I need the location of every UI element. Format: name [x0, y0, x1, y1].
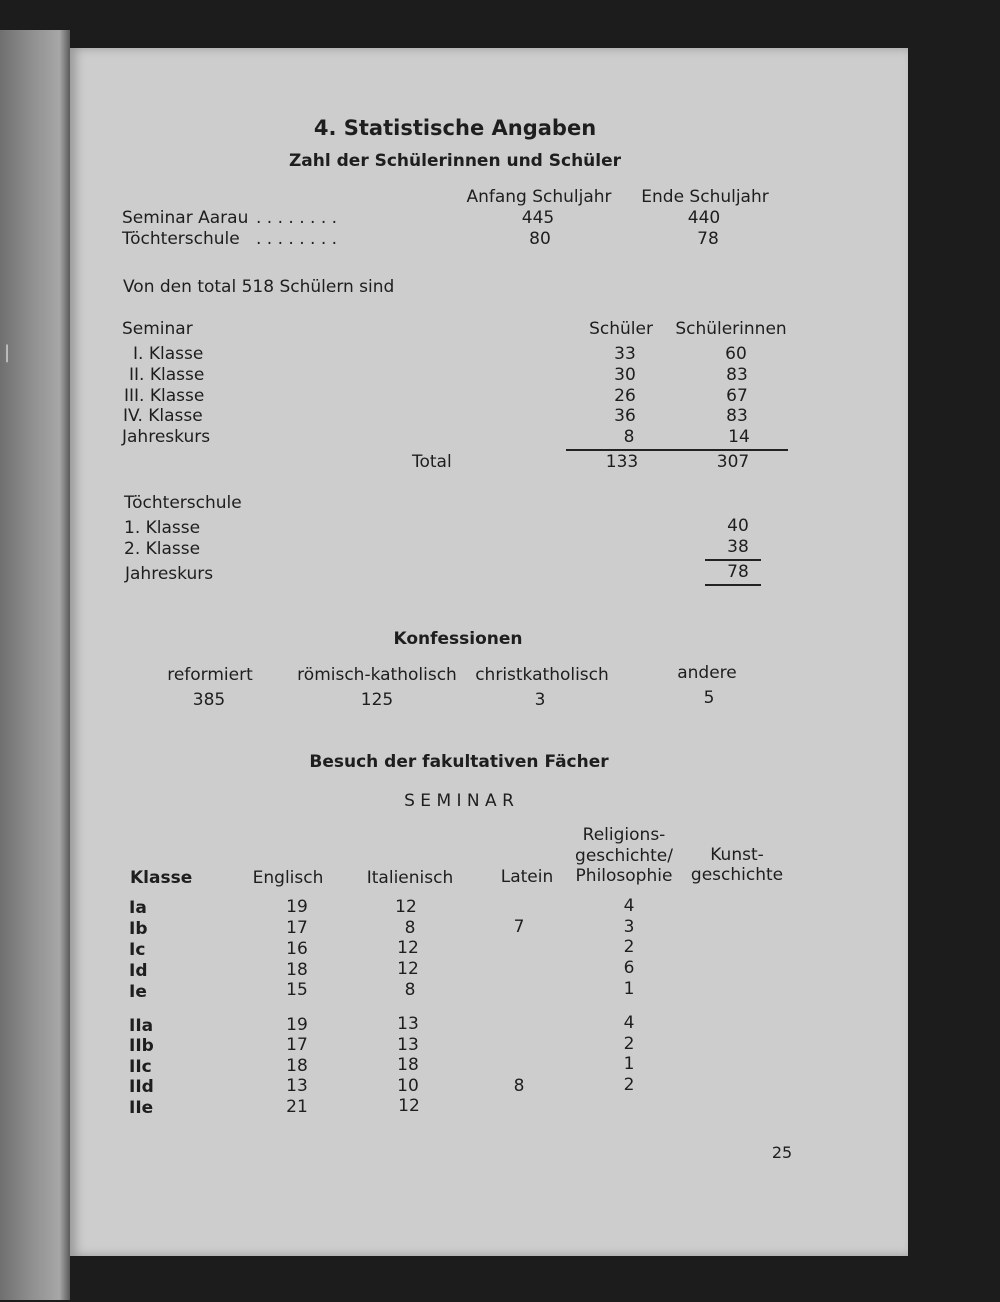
toechterschule-label: Töchterschule: [124, 493, 242, 513]
elective-religion: 3: [623, 917, 635, 937]
total-boys: 133: [605, 452, 639, 472]
seminar-boys-value: 33: [614, 344, 636, 364]
confession-label: christkatholisch: [475, 665, 609, 685]
col-header-boys: Schüler: [589, 319, 653, 339]
seminar-boys-value: 36: [614, 406, 636, 426]
elective-row-klasse: Ic: [129, 940, 146, 960]
elective-italienisch: 10: [397, 1076, 419, 1096]
col-header-englisch: Englisch: [252, 868, 324, 888]
toechter-total: 78: [727, 562, 749, 582]
confession-value: 3: [534, 690, 546, 710]
elective-italienisch: 12: [395, 897, 417, 917]
toechter-class-label: Jahreskurs: [125, 564, 214, 584]
elective-row-klasse: IIc: [129, 1057, 152, 1077]
toechter-class-label: 1. Klasse: [124, 518, 201, 538]
elective-latein: 7: [513, 917, 525, 937]
toechter-class-label: 2. Klasse: [124, 539, 201, 559]
col-header-girls: Schülerinnen: [675, 319, 787, 339]
col-header-religion: Philosophie: [575, 866, 673, 886]
seminar-class-label: III. Klasse: [124, 386, 205, 406]
gutter-mark: |: [4, 342, 11, 363]
col-header-kunst: Kunst-: [710, 845, 764, 865]
seminar-girls-value: 14: [728, 427, 750, 447]
elective-italienisch: 12: [397, 959, 419, 979]
elective-italienisch: 13: [397, 1014, 419, 1034]
elective-religion: 2: [623, 937, 635, 957]
elective-englisch: 16: [286, 939, 308, 959]
enrollment-end-value: 440: [687, 208, 721, 228]
elective-englisch: 19: [286, 897, 308, 917]
elective-row-klasse: Ie: [129, 982, 147, 1002]
elective-row-klasse: IIe: [129, 1098, 154, 1118]
toechter-girls-value: 40: [727, 516, 749, 536]
elective-religion: 6: [623, 958, 635, 978]
seminar-girls-value: 83: [726, 365, 748, 385]
col-header-latein: Latein: [500, 867, 554, 887]
confession-label: andere: [677, 663, 737, 683]
elective-italienisch: 12: [398, 1096, 420, 1116]
elective-englisch: 18: [286, 1056, 308, 1076]
elective-englisch: 17: [286, 1035, 308, 1055]
confession-label: reformiert: [167, 665, 253, 685]
enrollment-row-label: Seminar Aarau: [122, 208, 249, 228]
electives-heading: Besuch der fakultativen Fächer: [309, 752, 609, 772]
elective-religion: 4: [623, 1013, 635, 1033]
elective-englisch: 18: [286, 960, 308, 980]
col-header-kunst: geschichte: [690, 865, 784, 885]
elective-religion: 4: [623, 896, 635, 916]
seminar-class-label: IV. Klasse: [123, 406, 203, 426]
elective-italienisch: 18: [397, 1055, 419, 1075]
toechter-total-rule-bottom: [705, 584, 761, 586]
confessions-heading: Konfessionen: [393, 629, 523, 649]
toechter-total-rule-top: [705, 559, 761, 561]
leader-dots: . . . . . . . .: [256, 229, 338, 249]
enrollment-start-value: 80: [529, 229, 551, 249]
elective-religion: 2: [623, 1034, 635, 1054]
elective-row-klasse: IIa: [129, 1016, 154, 1036]
elective-englisch: 19: [286, 1015, 308, 1035]
elective-englisch: 21: [286, 1097, 308, 1117]
total-girls: 307: [716, 452, 750, 472]
elective-latein: 8: [513, 1076, 525, 1096]
confession-label: römisch-katholisch: [297, 665, 457, 685]
breakdown-intro: Von den total 518 Schülern sind: [123, 277, 395, 297]
enrollment-end-value: 78: [697, 229, 719, 249]
col-header-end: Ende Schuljahr: [641, 187, 769, 207]
enrollment-heading: Zahl der Schülerinnen und Schüler: [288, 151, 622, 171]
elective-italienisch: 12: [397, 938, 419, 958]
elective-religion: 1: [623, 1054, 635, 1074]
col-header-religion: Religions-: [582, 825, 666, 845]
elective-row-klasse: Id: [129, 961, 148, 981]
enrollment-start-value: 445: [521, 208, 555, 228]
section-title: 4. Statistische Angaben: [313, 116, 597, 140]
seminar-class-label: II. Klasse: [129, 365, 205, 385]
seminar-boys-value: 30: [614, 365, 636, 385]
elective-englisch: 13: [286, 1076, 308, 1096]
elective-italienisch: 8: [404, 918, 416, 938]
col-header-klasse: Klasse: [130, 868, 193, 888]
elective-englisch: 17: [286, 918, 308, 938]
elective-englisch: 15: [286, 980, 308, 1000]
elective-religion: 1: [623, 979, 635, 999]
seminar-class-label: I. Klasse: [133, 344, 204, 364]
seminar-label: Seminar: [122, 319, 193, 339]
seminar-girls-value: 67: [726, 386, 748, 406]
seminar-girls-value: 83: [726, 406, 748, 426]
leader-dots: . . . . . . . .: [256, 208, 338, 228]
col-header-start: Anfang Schuljahr: [466, 187, 612, 207]
electives-subheading: S E M I N A R: [404, 791, 514, 811]
toechter-girls-value: 38: [727, 537, 749, 557]
confession-value: 5: [703, 688, 715, 708]
page-number: 25: [771, 1143, 793, 1162]
col-header-religion: geschichte/: [575, 846, 673, 866]
elective-row-klasse: Ib: [129, 919, 148, 939]
confession-value: 125: [360, 690, 394, 710]
elective-religion: 2: [623, 1075, 635, 1095]
seminar-girls-value: 60: [725, 344, 747, 364]
seminar-boys-value: 8: [623, 427, 635, 447]
elective-row-klasse: IId: [129, 1077, 154, 1097]
col-header-italienisch: Italienisch: [366, 868, 454, 888]
total-rule: [566, 449, 788, 451]
total-label: Total: [412, 452, 452, 472]
enrollment-row-label: Töchterschule: [122, 229, 240, 249]
elective-italienisch: 8: [404, 980, 416, 1000]
seminar-class-label: Jahreskurs: [122, 427, 211, 447]
confession-value: 385: [192, 690, 226, 710]
seminar-boys-value: 26: [614, 386, 636, 406]
elective-italienisch: 13: [397, 1035, 419, 1055]
elective-row-klasse: Ia: [129, 898, 147, 918]
previous-page-edge: [0, 30, 70, 1300]
elective-row-klasse: IIb: [129, 1036, 154, 1056]
